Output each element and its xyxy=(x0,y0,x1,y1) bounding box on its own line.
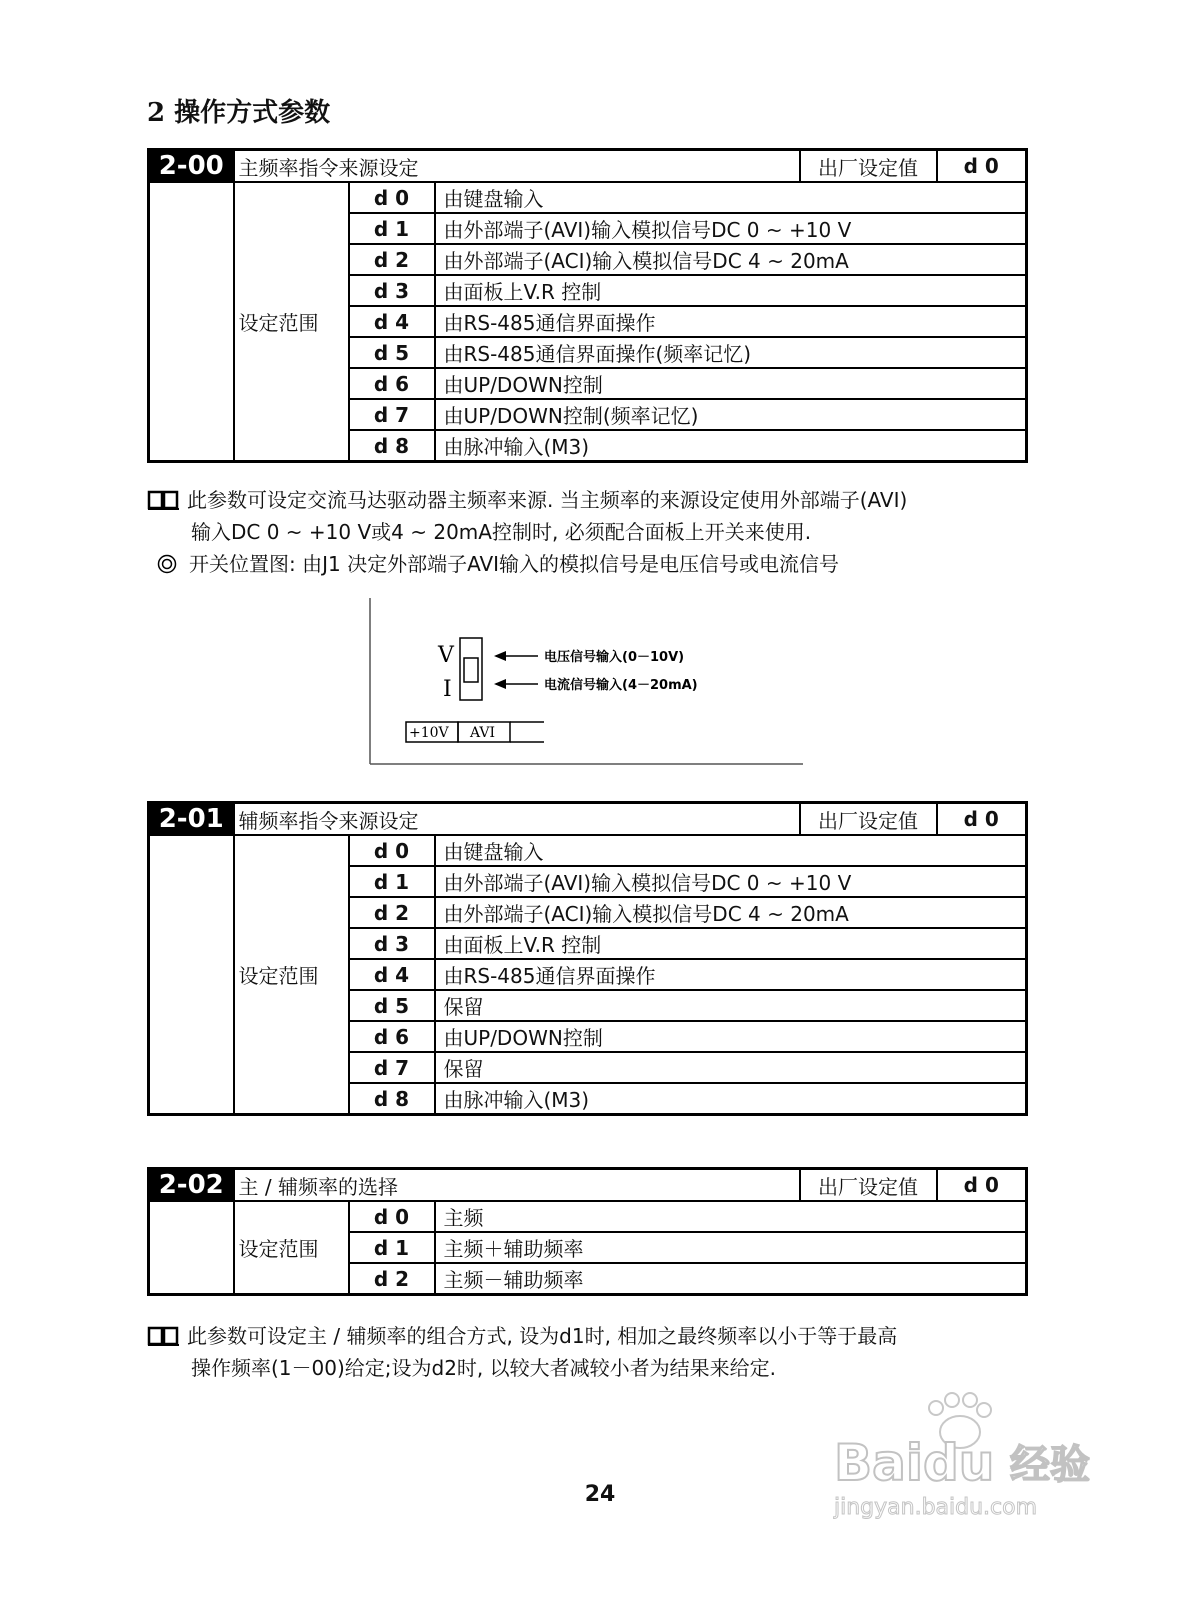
switch-note: 开关位置图: 由J1 决定外部端子AVI输入的模拟信号是电压信号或电流信号 xyxy=(189,552,840,576)
note-text-2: 操作频率(1－00)给定;设为d2时, 以较大者减较小者为结果来给定. xyxy=(191,1356,777,1380)
option-value: d 6 xyxy=(349,1021,435,1052)
option-value: d 3 xyxy=(349,275,435,306)
table-header-row xyxy=(149,150,1027,183)
arrow-v-text: 电压信号输入(0－10V) xyxy=(544,650,685,665)
option-value: d 1 xyxy=(349,866,435,897)
option-value: d 5 xyxy=(349,990,435,1021)
option-desc: 由UP/DOWN控制 xyxy=(435,1021,1027,1052)
option-value: d 0 xyxy=(349,182,435,213)
option-desc: 由面板上V.R 控制 xyxy=(435,928,1027,959)
option-desc: 主频＋辅助频率 xyxy=(435,1232,1027,1263)
terminal-2-label: AVI xyxy=(470,725,496,741)
option-value: d 4 xyxy=(349,959,435,990)
option-desc: 由键盘输入 xyxy=(435,182,1027,213)
factory-value: d 0 xyxy=(937,803,1027,836)
watermark-brand: Baidu xyxy=(834,1434,995,1492)
option-value: d 7 xyxy=(349,399,435,430)
arrow-v-head xyxy=(494,651,506,661)
note-text-1: 此参数可设定交流马达驱动器主频率来源. 当主频率的来源设定使用外部端子(AVI) xyxy=(187,488,908,512)
blank-cell xyxy=(149,182,234,462)
param-title: 主 / 辅频率的选择 xyxy=(234,1169,800,1202)
option-desc: 由脉冲输入(M3) xyxy=(435,1083,1027,1115)
section-title: 2 操作方式参数 xyxy=(147,98,331,128)
range-label: 设定范围 xyxy=(234,182,349,462)
option-desc: 主频－辅助频率 xyxy=(435,1263,1027,1295)
option-value: d 1 xyxy=(349,213,435,244)
label-i: I xyxy=(443,677,452,702)
option-value: d 5 xyxy=(349,337,435,368)
option-value: d 7 xyxy=(349,1052,435,1083)
option-value: d 0 xyxy=(349,1201,435,1232)
book-icon xyxy=(147,490,181,510)
switch-knob xyxy=(464,658,478,682)
switch-note-line xyxy=(147,548,907,580)
watermark-url: jingyan.baidu.com xyxy=(834,1495,1038,1520)
param-code: 2-01 xyxy=(149,803,234,836)
range-label: 设定范围 xyxy=(234,835,349,1115)
option-desc: 由UP/DOWN控制(频率记忆) xyxy=(435,399,1027,430)
option-desc: 由UP/DOWN控制 xyxy=(435,368,1027,399)
option-desc: 主频 xyxy=(435,1201,1027,1232)
note-2-02 xyxy=(147,1320,897,1384)
blank-cell xyxy=(149,835,234,1115)
range-label: 设定范围 xyxy=(234,1201,349,1295)
option-desc: 由外部端子(AVI)输入模拟信号DC 0 ~ +10 V xyxy=(435,213,1027,244)
option-desc: 由外部端子(ACI)输入模拟信号DC 4 ~ 20mA xyxy=(435,244,1027,275)
param-table-2-01 xyxy=(147,801,1028,1116)
param-title: 辅频率指令来源设定 xyxy=(234,803,800,836)
table-row xyxy=(149,182,1027,213)
param-table-2-02 xyxy=(147,1167,1028,1296)
note-text-2: 输入DC 0 ~ +10 V或4 ~ 20mA控制时, 必须配合面板上开关来使用. xyxy=(191,520,812,544)
terminal-1-label: +10V xyxy=(409,725,449,741)
book-icon xyxy=(147,1326,181,1346)
option-desc: 由面板上V.R 控制 xyxy=(435,275,1027,306)
option-desc: 由键盘输入 xyxy=(435,835,1027,866)
option-desc: 由外部端子(ACI)输入模拟信号DC 4 ~ 20mA xyxy=(435,897,1027,928)
note-line xyxy=(147,1320,897,1352)
factory-label: 出厂设定值 xyxy=(800,150,937,183)
option-value: d 2 xyxy=(349,244,435,275)
note-line xyxy=(147,484,907,516)
label-v: V xyxy=(438,643,454,668)
param-code: 2-02 xyxy=(149,1169,234,1202)
table-header-row xyxy=(149,1169,1027,1202)
factory-label: 出厂设定值 xyxy=(800,1169,937,1202)
page-number: 24 xyxy=(584,1482,616,1507)
option-desc: 由RS-485通信界面操作(频率记忆) xyxy=(435,337,1027,368)
param-table-2-00 xyxy=(147,148,1028,463)
table-row xyxy=(149,1201,1027,1232)
table-row xyxy=(149,835,1027,866)
factory-label: 出厂设定值 xyxy=(800,803,937,836)
watermark-brand-cn: 经验 xyxy=(1010,1442,1090,1488)
option-value: d 8 xyxy=(349,430,435,462)
factory-value: d 0 xyxy=(937,1169,1027,1202)
option-value: d 2 xyxy=(349,897,435,928)
option-desc: 由RS-485通信界面操作 xyxy=(435,306,1027,337)
option-value: d 8 xyxy=(349,1083,435,1115)
blank-cell xyxy=(149,1201,234,1295)
option-value: d 6 xyxy=(349,368,435,399)
option-value: d 4 xyxy=(349,306,435,337)
factory-value: d 0 xyxy=(937,150,1027,183)
table-header-row xyxy=(149,803,1027,836)
option-desc: 由外部端子(AVI)输入模拟信号DC 0 ~ +10 V xyxy=(435,866,1027,897)
note-2-00 xyxy=(147,484,907,580)
param-title: 主频率指令来源设定 xyxy=(234,150,800,183)
option-desc: 由RS-485通信界面操作 xyxy=(435,959,1027,990)
param-code: 2-00 xyxy=(149,150,234,183)
option-desc: 保留 xyxy=(435,1052,1027,1083)
option-desc: 保留 xyxy=(435,990,1027,1021)
note-text-1: 此参数可设定主 / 辅频率的组合方式, 设为d1时, 相加之最终频率以小于等于最高 xyxy=(187,1324,898,1348)
option-value: d 1 xyxy=(349,1232,435,1263)
option-value: d 2 xyxy=(349,1263,435,1295)
double-circle-icon xyxy=(157,554,177,574)
arrow-i-text: 电流信号输入(4－20mA) xyxy=(544,678,698,693)
option-value: d 0 xyxy=(349,835,435,866)
arrow-i-head xyxy=(494,679,506,689)
option-desc: 由脉冲输入(M3) xyxy=(435,430,1027,462)
switch-position-diagram xyxy=(368,596,808,768)
option-value: d 3 xyxy=(349,928,435,959)
